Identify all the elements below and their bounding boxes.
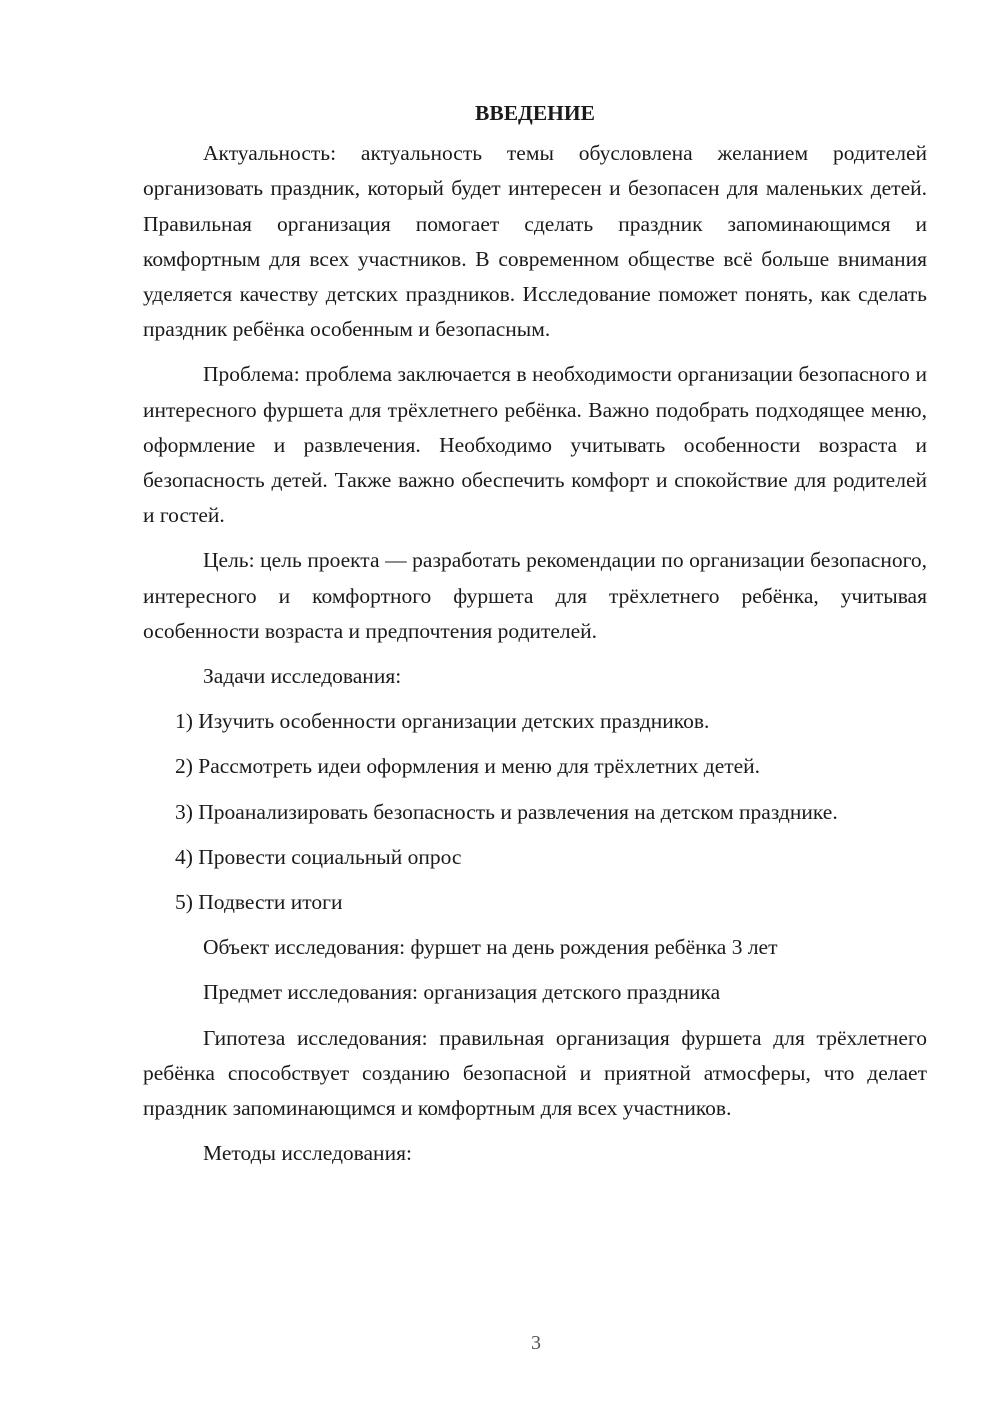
task-item-5: 5) Подвести итоги — [175, 890, 343, 915]
task-item-2: 2) Рассмотреть идеи оформления и меню для трёхлетних детей. — [175, 754, 761, 779]
document-page — [143, 96, 927, 1181]
paragraph-goal: Цель: цель проекта — разработать рекомендации по организации безопасного, интересного и комфортного фуршета для трёхлетнего ребёнка, учитывая особенности возраста и предпочтения родителей. — [143, 548, 927, 643]
paragraph-problem: Проблема: проблема заключается в необходимости организации безопасного и интересного фуршета для трёхлетнего ребёнка. Важно подобрать подходящее меню, оформление и развлечения. Необходимо учитывать особенности возраста и безопасность детей. Также важно обеспечить комфорт и спокойствие для родителей и гостей. — [143, 362, 927, 528]
task-item-1: 1) Изучить особенности организации детских праздников. — [175, 709, 710, 734]
tasks-title: Задачи исследования: — [203, 664, 402, 689]
paragraph-subject: Предмет исследования: организация детского праздника — [203, 980, 721, 1005]
page-title: ВВЕДЕНИЕ — [475, 101, 595, 125]
task-item-3: 3) Проанализировать безопасность и развлечения на детском празднике. — [175, 799, 838, 824]
methods-title: Методы исследования: — [203, 1141, 412, 1166]
page-number: 3 — [531, 1332, 541, 1354]
paragraph-object: Объект исследования: фуршет на день рождения ребёнка 3 лет — [203, 935, 778, 960]
paragraph-relevance: Актуальность: актуальность темы обусловлена желанием родителей организовать праздник, который будет интересен и безопасен для маленьких детей. Правильная организация помогает сделать праздник запоминающимся и комфортным для всех участников. В современном обществе всё больше внимания уделяется качеству детских праздников. Исследование поможет понять, как сделать праздник ребёнка особенным и безопасным. — [143, 141, 927, 342]
paragraph-hypothesis: Гипотеза исследования: правильная организация фуршета для трёхлетнего ребёнка способствует созданию безопасной и приятной атмосферы, что делает праздник запоминающимся и комфортным для всех участников. — [143, 1025, 927, 1121]
task-item-4: 4) Провести социальный опрос — [175, 844, 462, 869]
